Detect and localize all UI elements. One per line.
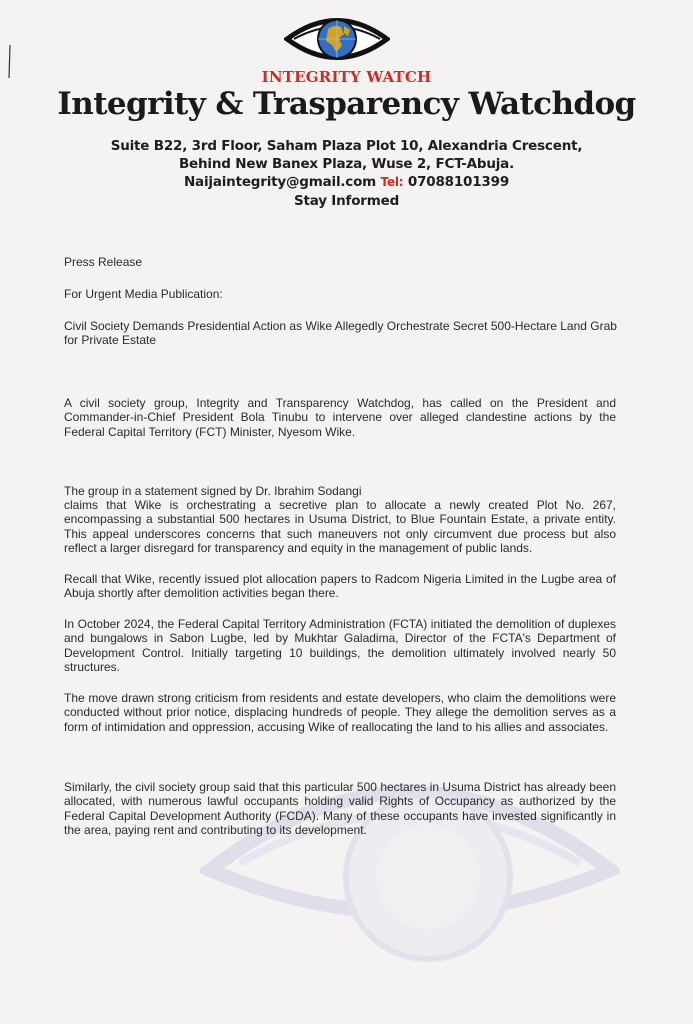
headline: Civil Society Demands Presidential Action as Wike Allegedly Orchestrate Secret 500-Hectare Land Grab for Private Estate <box>64 319 617 348</box>
paragraph: Similarly, the civil society group said that this particular 500 hectares in Usuma District has already been allocated, with numerous lawful occupants holding valid Rights of Occupancy as authorized by the Federal Capital Development Authority (FCDA). Many of these occupants have invested significantly in the area, paying rent and contributing to its development. <box>64 780 616 838</box>
address-line-1: Suite B22, 3rd Floor, Saham Plaza Plot 10, Alexandria Crescent, <box>110 138 583 154</box>
tagline: Stay Informed <box>293 193 400 209</box>
address-line-2: Behind New Banex Plaza, Wuse 2, FCT-Abuja. <box>178 156 515 172</box>
organization-name: Integrity & Trasparency Watchdog <box>57 86 636 122</box>
contact-line <box>0 174 693 190</box>
paragraph: Recall that Wike, recently issued plot allocation papers to Radcom Nigeria Limited in the Lugbe area of Abuja shortly after demolition activities began there. <box>64 572 616 601</box>
urgency-line: For Urgent Media Publication: <box>64 287 223 301</box>
eye-globe-icon <box>284 12 390 66</box>
paragraph: claims that Wike is orchestrating a secretive plan to allocate a newly created Plot No. 267, encompassing a substantial 500 hectares in Usuma District, to Blue Fountain Estate, a private entity. This appeal underscores concerns that such maneuvers not only circumvent due process but also reflect a larger disregard for transparency and equity in the management of public lands. <box>64 498 616 556</box>
email-address: Naijaintegrity@gmail.com <box>183 174 377 190</box>
brand-name: INTEGRITY WATCH <box>261 68 432 86</box>
paragraph-signatory: The group in a statement signed by Dr. Ibrahim Sodangi <box>64 484 362 498</box>
eye-watermark-icon <box>200 735 620 975</box>
document-label: Press Release <box>64 255 143 269</box>
paragraph: In October 2024, the Federal Capital Territory Administration (FCTA) initiated the demolition of duplexes and bungalows in Sabon Lugbe, led by Mukhtar Galadima, Director of the FCTA's Department of Development Control. Initially targeting 10 buildings, the demolition ultimately involved nearly 50 structures. <box>64 617 616 675</box>
tel-number: 07088101399 <box>407 174 510 190</box>
paragraph: A civil society group, Integrity and Transparency Watchdog, has called on the President and Commander-in-Chief President Bola Tinubu to intervene over alleged clandestine actions by the Federal Capital Territory (FCT) Minister, Nyesom Wike. <box>64 396 616 439</box>
tel-label: Tel: <box>380 175 404 189</box>
paragraph: The move drawn strong criticism from residents and estate developers, who claim the demolitions were conducted without prior notice, displacing hundreds of people. They allege the demolition serves as a form of intimidation and oppression, accusing Wike of reallocating the land to his allies and associates. <box>64 691 616 734</box>
